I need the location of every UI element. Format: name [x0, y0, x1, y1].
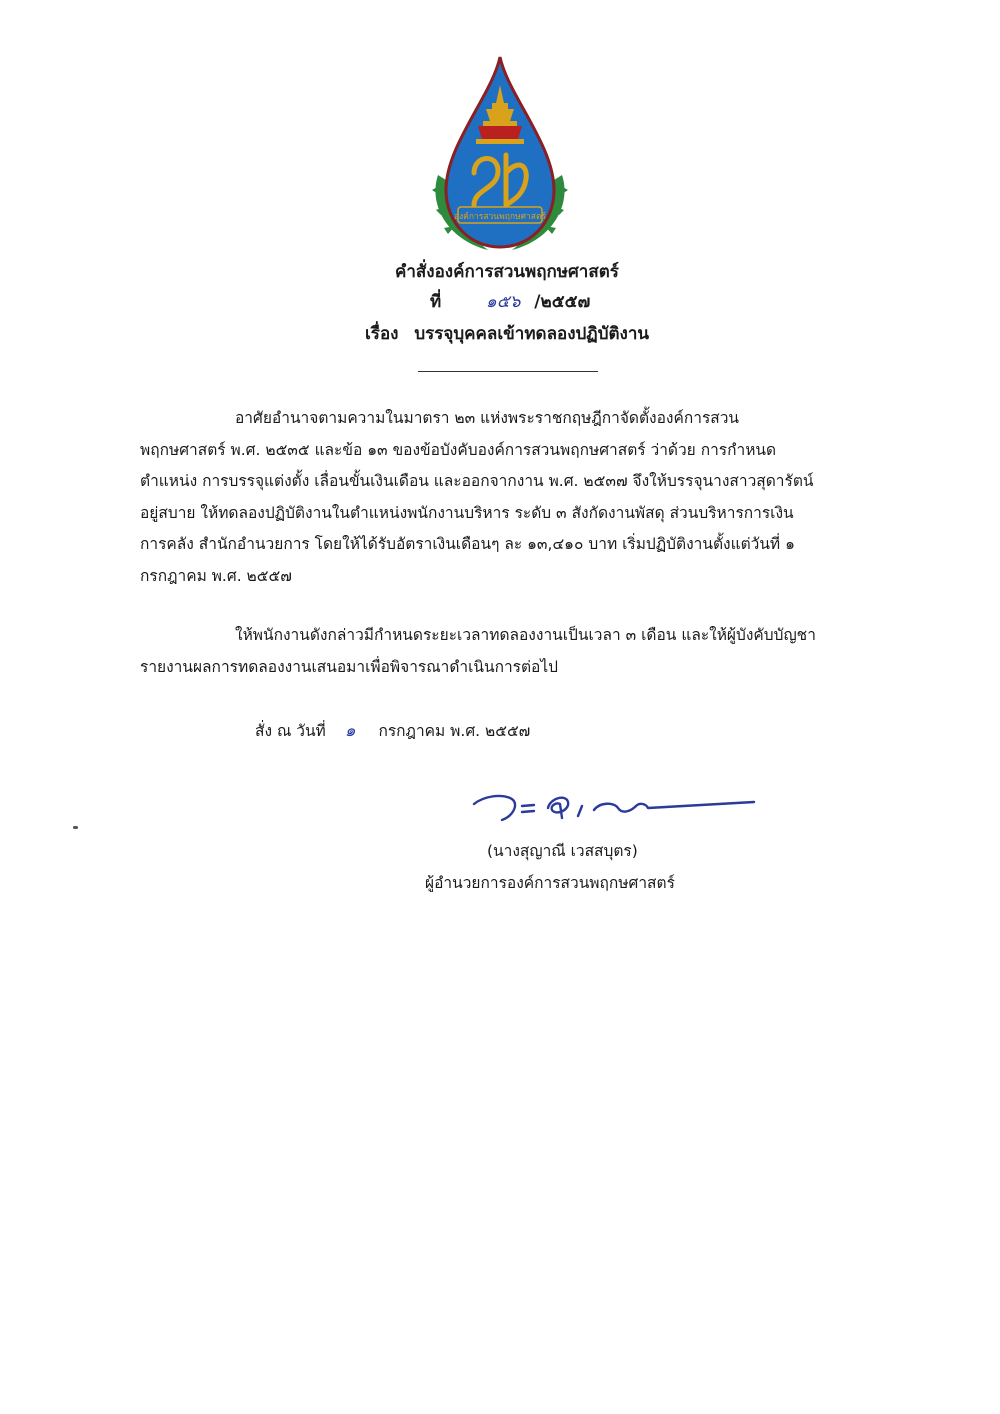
signer-name: (นางสุญาณี เวสสบุตร): [487, 842, 638, 860]
paragraph-line: ตำแหน่ง การบรรจุแต่งตั้ง เลื่อนขั้นเงินเดือน และออกจากงาน พ.ศ. ๒๕๓๗ จึงให้บรรจุนางสาวสุดารัตน์: [140, 472, 814, 490]
paragraph-line: ให้พนักงานดังกล่าวมีกำหนดระยะเวลาทดลองงานเป็นเวลา ๓ เดือน และให้ผู้บังคับบัญชา: [235, 626, 816, 644]
date-day: ๑: [344, 721, 356, 741]
order-date: [255, 717, 530, 744]
paragraph-line: รายงานผลการทดลองงานเสนอมาเพื่อพิจารณาดำเนินการต่อไป: [140, 657, 559, 676]
order-number-value: ๑๕๖: [485, 292, 521, 312]
date-month-year: กรกฎาคม พ.ศ. ๒๕๕๗: [378, 722, 531, 740]
order-subject-label: เรื่อง: [365, 324, 399, 344]
order-subject-row: [365, 320, 649, 347]
paragraph-line: พฤกษศาสตร์ พ.ศ. ๒๕๓๕ และข้อ ๑๓ ของข้อบังคับองค์การสวนพฤกษศาสตร์ ว่าด้วย การกำหนด: [140, 440, 777, 459]
scan-speck: [73, 826, 78, 829]
order-number-label: ที่: [430, 292, 442, 312]
paragraph-line: การคลัง สำนักอำนวยการ โดยให้ได้รับอัตราเงินเดือนๆ ละ ๑๓,๔๑๐ บาท เริ่มปฏิบัติงานตั้งแต่วันที่ ๑: [140, 535, 795, 553]
signer-position: ผู้อำนวยการองค์การสวนพฤกษศาสตร์: [425, 874, 675, 892]
paragraph-line: กรกฎาคม พ.ศ. ๒๕๕๗: [140, 566, 292, 585]
date-prefix: สั่ง ณ วันที่: [255, 722, 326, 740]
paragraph-line: อยู่สบาย ให้ทดลองปฏิบัติงานในตำแหน่งพนักงานบริหาร ระดับ ๓ สังกัดงานพัสดุ ส่วนบริหารการเงิน: [140, 503, 794, 522]
header-divider: [418, 371, 598, 372]
order-number-row: [430, 288, 590, 315]
order-subject-text: บรรจุบุคคลเข้าทดลองปฏิบัติงาน: [414, 324, 649, 344]
paragraph-line: อาศัยอำนาจตามความในมาตรา ๒๓ แห่งพระราชกฤษฎีกาจัดตั้งองค์การสวน: [235, 409, 740, 427]
body-paragraph-1: [140, 403, 862, 592]
order-title: คำสั่งองค์การสวนพฤกษศาสตร์: [395, 262, 619, 282]
handwritten-signature: [470, 780, 760, 830]
organization-emblem: [428, 55, 572, 255]
order-number-year: /๒๕๕๗: [534, 292, 591, 312]
body-paragraph-2: [140, 620, 862, 683]
emblem-label: องค์การสวนพฤกษศาสตร์: [453, 212, 547, 222]
